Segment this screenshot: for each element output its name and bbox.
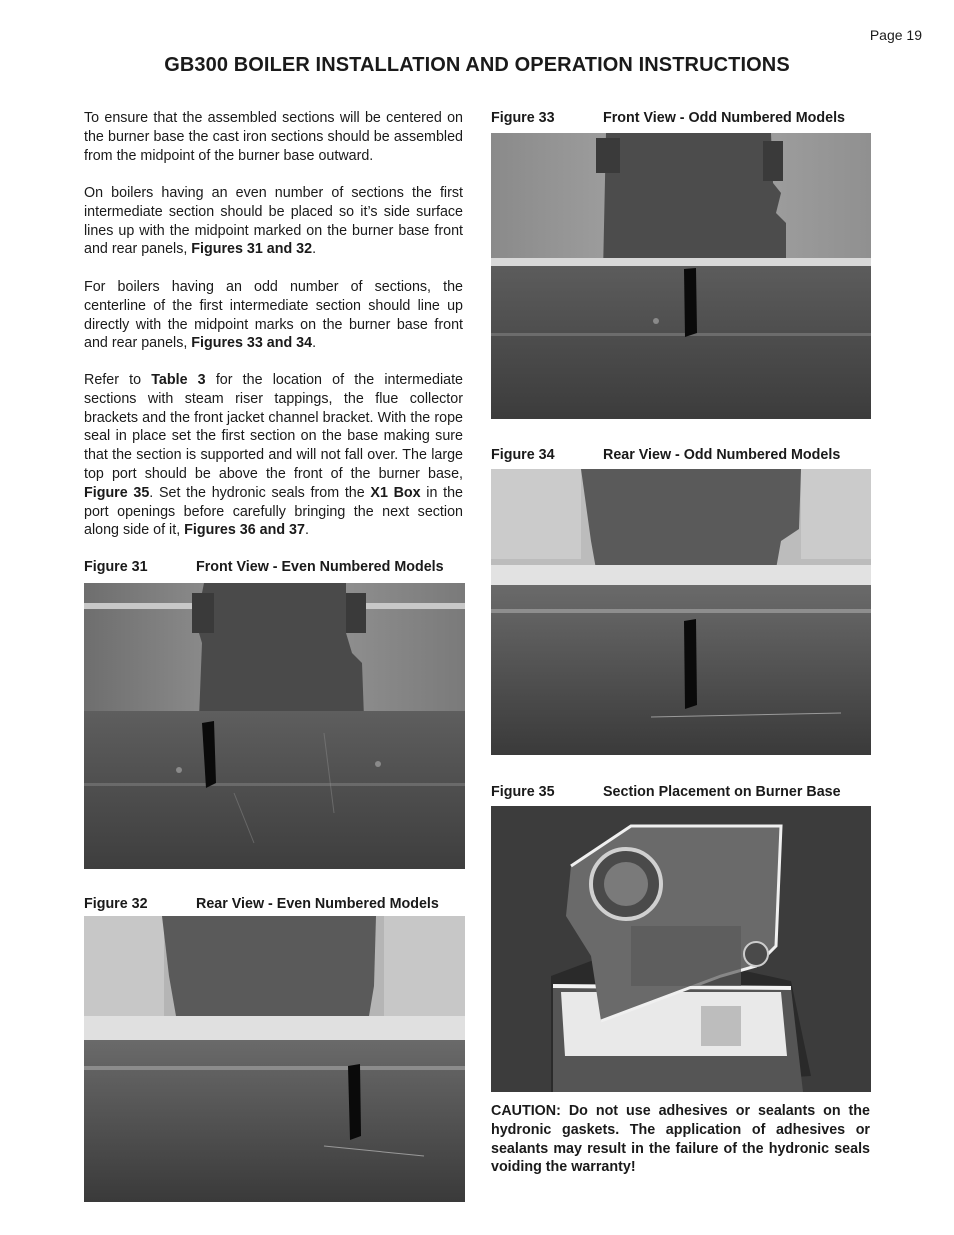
paragraph-even-sections — [84, 184, 463, 259]
paragraph-text: Refer to — [84, 372, 152, 388]
box-reference: X1 Box — [370, 484, 421, 501]
paragraph-intermediate-sections — [84, 371, 463, 540]
paragraph-text: . — [312, 335, 317, 352]
paragraph-text: . Set the hydronic seals from the — [149, 484, 371, 501]
figure-title: Rear View - Even Numbered Models — [196, 896, 439, 912]
figure-number: Figure 33 — [491, 110, 555, 126]
figure-31-photo — [84, 583, 465, 869]
page-number: Page 19 — [869, 27, 922, 43]
figure-reference: Figures 31 and 32 — [191, 241, 313, 258]
figure-number: Figure 32 — [84, 896, 148, 912]
figure-title: Front View - Even Numbered Models — [196, 559, 444, 575]
paragraph-odd-sections — [84, 278, 463, 353]
front-view-odd-photo — [491, 133, 871, 419]
table-reference: Table 3 — [151, 372, 206, 388]
figure-32-photo — [84, 916, 465, 1202]
paragraph-text: in the port openings before carefully bringing the next section along side of it, — [84, 484, 464, 539]
page-title: GB300 BOILER INSTALLATION AND OPERATION INSTRUCTIONS — [164, 54, 790, 76]
figure-reference: Figures 36 and 37 — [184, 522, 305, 539]
paragraph-text: . — [312, 241, 317, 258]
figure-title: Rear View - Odd Numbered Models — [603, 447, 841, 463]
caution-notice: CAUTION: Do not use adhesives or sealants on the hydronic gaskets. The application of adhesives or sealants may result in the failure of the hydronic seals voiding the warranty! — [491, 1103, 870, 1176]
figure-35-photo — [491, 806, 871, 1092]
rear-view-odd-photo — [491, 469, 871, 755]
paragraph-text: On boilers having an even number of sections the first intermediate section should be placed so it’s side surface lines up with the midpoint marked on the burner base front and rear panels, — [84, 185, 463, 258]
figure-reference: Figures 33 and 34 — [191, 335, 313, 352]
figure-33-photo — [491, 133, 871, 419]
rear-view-even-photo — [84, 916, 465, 1202]
paragraph-text: . — [304, 522, 309, 539]
figure-title: Section Placement on Burner Base — [603, 784, 841, 800]
figure-34-photo — [491, 469, 871, 755]
figure-title: Front View - Odd Numbered Models — [603, 110, 846, 126]
front-view-even-photo — [84, 583, 465, 869]
paragraph-centering: To ensure that the assembled sections will be centered on the burner base the cast iron sections should be assembled from the midpoint of the burner base outward. — [84, 110, 463, 164]
section-placement-photo — [491, 806, 871, 1092]
figure-number: Figure 34 — [491, 447, 555, 463]
paragraph-text: for the location of the intermediate sections with steam riser tappings, the flue collector brackets and the front jacket channel bracket. With the rope seal in place set the first section on the base making sure that the section is supported and will not fall over. The large top port should be above the front of the burner base, — [84, 372, 463, 482]
figure-number: Figure 31 — [84, 559, 148, 575]
paragraph-text: For boilers having an odd number of sections, the centerline of the first intermediate section should line up directly with the midpoint marks on the burner base front and rear panels, — [84, 279, 463, 352]
figure-reference: Figure 35 — [84, 484, 150, 501]
figure-number: Figure 35 — [491, 784, 555, 800]
